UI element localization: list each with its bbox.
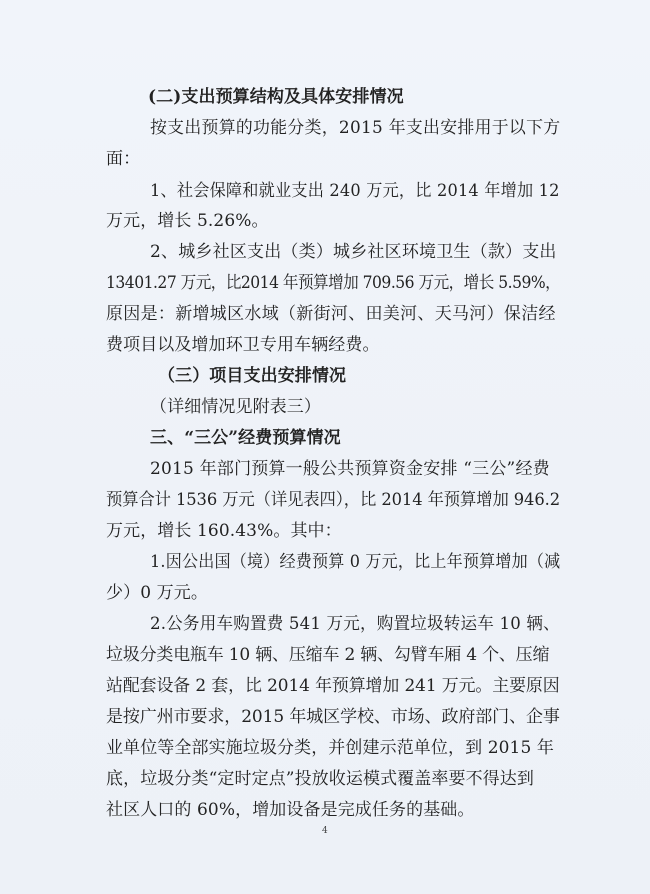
paragraph-line: （详细情况见附表三） xyxy=(150,397,321,417)
paragraph-line: 面： xyxy=(106,149,141,169)
paragraph-line: 费项目以及增加环卫专用车辆经费。 xyxy=(106,335,380,355)
paragraph-line: 站配套设备 2 套，比 2014 年预算增加 241 万元。主要原因 xyxy=(106,676,560,696)
paragraph-line: 1.因公出国（境）经费预算 0 万元，比上年预算增加（减 xyxy=(150,552,561,572)
paragraph-line: 社区人口的 60%，增加设备是完成任务的基础。 xyxy=(106,800,475,820)
paragraph-line: 按支出预算的功能分类，2015 年支出安排用于以下方 xyxy=(150,118,561,138)
section-heading-three-public-expenses: 三、“三公”经费预算情况 xyxy=(150,428,341,448)
paragraph-line: 垃圾分类电瓶车 10 辆、压缩车 2 辆、勾臂车厢 4 个、压缩 xyxy=(106,645,550,665)
paragraph-line: 业单位等全部实施垃圾分类，并创建示范单位，到 2015 年 xyxy=(106,738,554,758)
paragraph-line: 2015 年部门预算一般公共预算资金安排 “三公”经费 xyxy=(150,459,550,479)
paragraph-line: 1、社会保障和就业支出 240 万元，比 2014 年增加 12 xyxy=(150,181,560,201)
paragraph-line: 13401.27 万元，比2014 年预算增加 709.56 万元，增长 5.59%， xyxy=(106,273,561,293)
paragraph-line: 2.公务用车购置费 541 万元，购置垃圾转运车 10 辆、 xyxy=(150,614,560,634)
paragraph-line: 底，垃圾分类“定时定点”投放收运模式覆盖率要不得达到 xyxy=(106,769,534,789)
paragraph-line: 少）0 万元。 xyxy=(106,583,208,603)
section-heading-expenditure-structure: (二)支出预算结构及具体安排情况 xyxy=(148,87,404,107)
paragraph-line: 原因是：新增城区水域（新街河、田美河、天马河）保洁经 xyxy=(106,304,556,324)
section-heading-project-expenditure: （三）项目支出安排情况 xyxy=(158,366,347,386)
paragraph-line: 预算合计 1536 万元（详见表四），比 2014 年预算增加 946.2 xyxy=(106,490,561,510)
paragraph-line: 2、城乡社区支出（类）城乡社区环境卫生（款）支出 xyxy=(150,242,557,262)
paragraph-line: 是按广州市要求，2015 年城区学校、市场、政府部门、企事 xyxy=(106,707,560,727)
paragraph-line: 万元，增长 160.43%。其中： xyxy=(106,521,342,541)
paragraph-line: 万元，增长 5.26%。 xyxy=(106,211,269,231)
page-number: 4 xyxy=(322,826,328,836)
